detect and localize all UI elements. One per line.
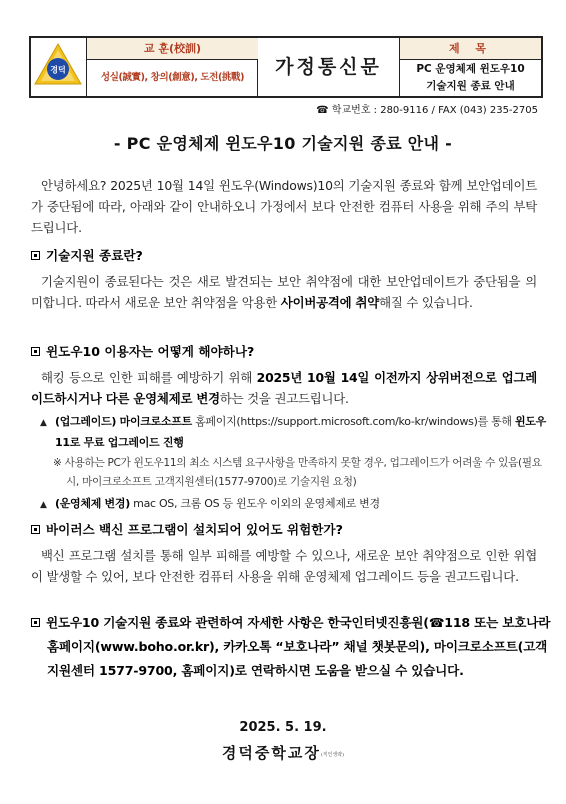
school-logo-cell [31, 38, 87, 96]
issue-date: 2025. 5. 19. [239, 720, 327, 735]
bullet-os-change-text: mac OS, 크롬 OS 등 윈도우 이외의 운영체제로 변경 [129, 497, 380, 510]
bullet-os-change [40, 494, 538, 515]
subject-label: 제 목 [400, 38, 541, 60]
motto-cell [87, 38, 258, 96]
bullet-upgrade [40, 412, 553, 452]
section-heading-text: 바이러스 백신 프로그램이 설치되어 있어도 위험한가? [46, 522, 343, 537]
page-title: - PC 운영체제 윈도우10 기술지원 종료 안내 - [113, 134, 453, 153]
bullet-upgrade-label: (업그레이드) 마이크로소프트 [55, 415, 192, 428]
logo-text: 경덕 [50, 65, 66, 75]
section-heading-antivirus [31, 519, 343, 538]
section2-paragraph [31, 367, 537, 409]
section2-text: 해킹 등으로 인한 피해를 예방하기 위해 [41, 370, 257, 385]
square-bullet-icon [31, 525, 40, 534]
principal-signature [0, 742, 566, 763]
section3-paragraph: 백신 프로그램 설치를 통해 일부 피해를 예방할 수 있으나, 새로운 보안 취약점으로 인한 위협이 발생할 수 있어, 보다 안전한 컴퓨터 사용을 위해 운영체제 업그레이드 등을 권고드립니다. [31, 548, 537, 584]
section1-bold-text: 사이버공격에 취약 [280, 295, 380, 310]
square-bullet-icon [31, 251, 40, 260]
section-heading-support-end [31, 245, 143, 264]
section1-text: 기술지원이 종료된다는 것은 새로 발견되는 보안 취약점에 대한 보안업데이트가 중단됨을 의미합니다. 따라서 새로운 보안 취약점을 악용한 [31, 274, 537, 310]
bullet-os-change-label: (운영체제 변경) [55, 497, 130, 510]
triangle-bullet-icon: ▲ [40, 500, 47, 510]
subject-line-2: 기술지원 종료 안내 [426, 80, 515, 92]
contact-guidance [31, 611, 557, 683]
section1-paragraph [31, 271, 537, 313]
bullet-upgrade-text: 홈페이지(https://support.microsoft.com/ko-kr/windows)를 통해 [191, 415, 515, 428]
school-logo-icon [31, 38, 85, 94]
section-heading-text: 윈도우10 이용자는 어떻게 해야하나? [46, 344, 255, 359]
section2-text-end: 하는 것을 권고드립니다. [219, 391, 349, 406]
stamp-note: (직인생략) [320, 752, 345, 758]
intro-paragraph: 안녕하세요? 2025년 10월 14일 윈도우(Windows)10의 기술지원 종료와 함께 보안업데이트가 중단됨에 따라, 아래와 같이 안내하오니 가정에서 보다 안전한 컴퓨터 사용을 위해 주의 부탁드립니다. [31, 178, 537, 235]
section2-bold-text: 2025년 10월 14일 이전까지 상위버전으로 업그레이드하시거나 다른 운영체제로 변경 [31, 370, 537, 406]
section1-text-end: 해질 수 있습니다. [379, 295, 473, 310]
motto-label: 교 훈(校訓) [87, 38, 258, 60]
triangle-bullet-icon: ▲ [40, 418, 47, 428]
subject-cell [400, 38, 541, 96]
principal-name: 경덕중학교장 [221, 744, 321, 762]
section-heading-what-to-do [31, 341, 254, 360]
square-bullet-icon [31, 347, 40, 356]
subject-line-1: PC 운영체제 윈도우10 [416, 63, 525, 75]
subject-text [400, 60, 541, 97]
motto-values: 성실(誠實), 창의(創意), 도전(挑戰) [100, 72, 245, 83]
school-contact: ☎ 학교번호 : 280-9116 / FAX (043) 235-2705 [316, 105, 538, 116]
section-heading-text: 기술지원 종료란? [46, 248, 143, 263]
newsletter-header [29, 36, 543, 98]
contact-guidance-text: 윈도우10 기술지원 종료와 관련하여 자세한 사항은 한국인터넷진흥원(☎118 또는 보호나라 홈페이지(www.boho.or.kr), 카카오톡 “보호나라” 채널 챗봇문의), 마이크로소프트(고객지원센터 1577-9700, 홈페이지)로 연락하시면 도움을 받으실 수 있습니다. [46, 615, 551, 678]
requirement-note: ※ 사용하는 PC가 윈도우11의 최소 시스템 요구사항을 만족하지 못할 경우, 업그레이드가 어려울 수 있음(필요 시, 마이크로소프트 고객지원센터(1577-9700)로 기술지원 요청) [53, 457, 542, 488]
bullet-upgrade-bold: 윈도우11로 무료 업그레이드 진행 [55, 415, 546, 449]
square-bullet-icon [31, 618, 40, 627]
newsletter-name: 가정통신문 [258, 38, 400, 96]
